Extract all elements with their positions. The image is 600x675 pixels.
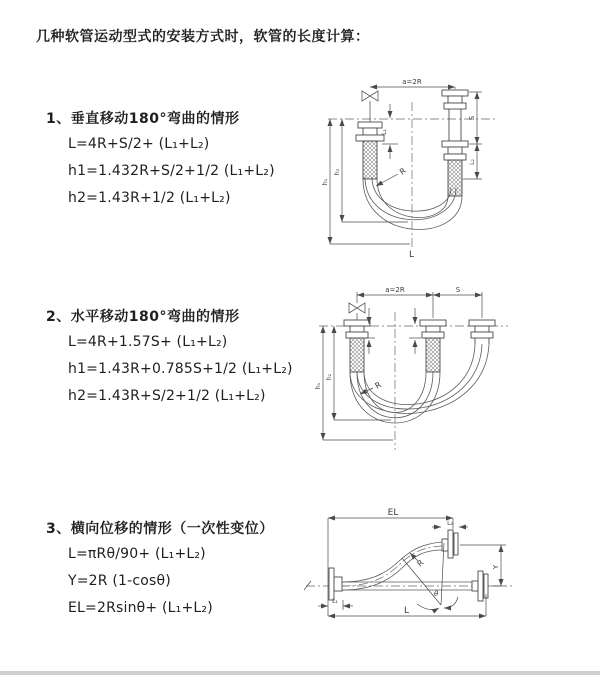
dimension-l2 <box>432 520 468 527</box>
middle-pipe-fitting <box>420 320 446 372</box>
dimension-l1 <box>318 598 353 610</box>
scan-edge-bar <box>0 671 600 675</box>
braided-hose-middle <box>426 338 440 372</box>
dimension-el <box>328 508 453 616</box>
section-1-heading: 1、垂直移动180°弯曲的情形 <box>46 111 240 127</box>
page-title: 几种软管运动型式的安装方式时，软管的长度计算： <box>36 29 370 45</box>
label-h2: h₂ <box>334 168 341 176</box>
section-2-heading: 2、水平移动180°弯曲的情形 <box>46 309 240 325</box>
label-r: R <box>415 558 426 569</box>
label-l2: L₂ <box>469 159 476 165</box>
label-s: S <box>468 115 476 121</box>
label-el: EL <box>387 508 399 518</box>
label-h1: h₁ <box>322 178 329 186</box>
section-1-formula-h1: h1=1.432R+S/2+1/2 (L₁+L₂) <box>68 163 275 179</box>
section-2-formula-h1: h1=1.43R+0.785S+1/2 (L₁+L₂) <box>68 361 293 377</box>
fitting-length-ticks <box>365 308 421 354</box>
dimension-l <box>328 594 486 616</box>
label-a2r: a=2R <box>402 78 422 86</box>
label-l2: L₂ <box>447 520 453 527</box>
label-h2: h₂ <box>326 373 333 381</box>
radius-leader <box>376 166 408 186</box>
label-y: Y <box>492 564 500 570</box>
valve-icon <box>349 303 365 320</box>
section-3-formula-l: L=πRθ/90+ (L₁+L₂) <box>68 546 206 562</box>
dimension-a2r <box>370 78 455 89</box>
section-2-formula-h2: h2=1.43R+S/2+1/2 (L₁+L₂) <box>68 388 266 404</box>
right-pipe-fitting <box>469 320 495 344</box>
diagram-2-horizontal-bend <box>303 282 600 457</box>
valve-icon <box>362 91 378 122</box>
upper-right-flange <box>442 530 458 558</box>
lower-right-flange <box>472 571 488 601</box>
break-mark <box>304 581 311 590</box>
section-1-formula-l: L=4R+S/2+ (L₁+L₂) <box>68 136 210 152</box>
section-2-formula-l: L=4R+1.57S+ (L₁+L₂) <box>68 334 228 350</box>
left-pipe-fitting <box>344 320 370 372</box>
section-3-heading: 3、横向位移的情形（一次性变位） <box>46 521 274 537</box>
braided-hose-left <box>363 141 377 179</box>
left-flange <box>329 568 342 600</box>
right-pipe-fitting <box>442 90 468 196</box>
section-1-formula-h2: h2=1.43R+1/2 (L₁+L₂) <box>68 190 231 206</box>
diagram-3-lateral-displacement <box>298 498 600 653</box>
section-3-formula-el: EL=2Rsinθ+ (L₁+L₂) <box>68 600 213 616</box>
label-s: S <box>455 286 461 294</box>
label-h1: h₁ <box>315 382 322 390</box>
braided-hose-left <box>350 338 364 372</box>
diagram-1-vertical-bend <box>312 74 600 259</box>
label-r: R <box>373 380 383 391</box>
section-3-formula-y: Y=2R (1-cosθ) <box>68 573 171 589</box>
dimension-l1 <box>381 104 398 159</box>
label-l1: L₁ <box>332 598 338 605</box>
centerlines <box>328 102 498 250</box>
label-l-bottom: L <box>409 250 415 260</box>
dimension-a2r-s <box>357 286 482 318</box>
left-pipe-fitting <box>356 122 384 179</box>
hose-s-curve <box>342 542 442 590</box>
label-l1: L₁ <box>381 129 388 135</box>
hose-u-curves <box>350 344 489 423</box>
label-l: L <box>404 606 410 616</box>
label-a2r: a=2R <box>385 286 405 294</box>
label-r: R <box>397 166 408 177</box>
braided-hose-right <box>448 160 462 196</box>
label-theta: θ <box>434 590 439 598</box>
